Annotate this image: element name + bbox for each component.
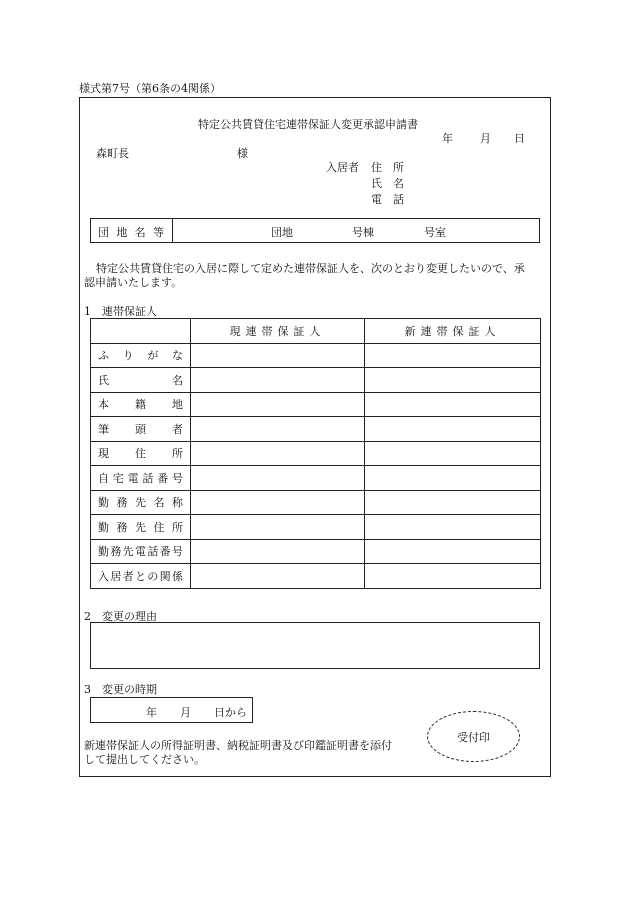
danchi-unit-room: 号室 <box>424 226 446 239</box>
row-label-work-phone: 勤 務 先 電 話 番 号 <box>91 539 191 564</box>
row-label-hittosha: 筆 頭 者 <box>91 417 191 442</box>
new-furigana-field[interactable] <box>365 343 541 368</box>
resident-phone-label: 電 話 <box>371 193 404 206</box>
table-row <box>91 392 541 417</box>
current-address-field[interactable] <box>191 441 365 466</box>
period-month-label: 月 <box>180 706 191 719</box>
date-day-label: 日 <box>514 132 525 145</box>
new-name-field[interactable] <box>365 368 541 393</box>
col-new: 新連帯保証人 <box>365 319 541 344</box>
resident-label: 入居者 <box>326 161 359 174</box>
resident-address-label: 住 所 <box>371 161 404 174</box>
table-row <box>91 466 541 491</box>
current-name-field[interactable] <box>191 368 365 393</box>
reason-field[interactable] <box>90 622 540 669</box>
col-current: 現連帯保証人 <box>191 319 365 344</box>
table-row <box>91 564 541 589</box>
new-address-field[interactable] <box>365 441 541 466</box>
period-year-label: 年 <box>146 706 157 719</box>
honorific: 様 <box>237 147 248 160</box>
request-text-line1: 特定公共賃貸住宅の入居に際して定めた連帯保証人を、次のとおり変更したいので、承 <box>96 262 525 275</box>
current-relation-field[interactable] <box>191 564 365 589</box>
stamp-label: 受付印 <box>457 731 490 744</box>
table-row <box>91 539 541 564</box>
current-work-name-field[interactable] <box>191 490 365 515</box>
new-honseki-field[interactable] <box>365 392 541 417</box>
current-hittosha-field[interactable] <box>191 417 365 442</box>
current-work-phone-field[interactable] <box>191 539 365 564</box>
resident-name-label: 氏 名 <box>371 177 404 190</box>
new-work-phone-field[interactable] <box>365 539 541 564</box>
row-label-relation: 入 居 者 と の 関 係 <box>91 564 191 589</box>
guarantor-table <box>90 318 541 589</box>
form-number: 様式第7号（第6条の4関係） <box>79 82 221 95</box>
row-label-work-address: 勤 務 先 住 所 <box>91 515 191 540</box>
danchi-unit-building: 号棟 <box>352 226 374 239</box>
row-label-furigana: ふ り が な <box>91 343 191 368</box>
row-label-address: 現 住 所 <box>91 441 191 466</box>
section2-title: 2 変更の理由 <box>84 610 157 623</box>
period-from-label: 日から <box>214 706 247 719</box>
new-relation-field[interactable] <box>365 564 541 589</box>
table-row <box>91 417 541 442</box>
new-work-name-field[interactable] <box>365 490 541 515</box>
request-text-line2: 認申請いたします。 <box>84 276 183 289</box>
table-row <box>91 343 541 368</box>
danchi-divider <box>172 218 173 243</box>
table-header-row <box>91 319 541 344</box>
note-line2: して提出してください。 <box>84 753 205 766</box>
section1-title: 1 連帯保証人 <box>84 305 157 318</box>
current-work-address-field[interactable] <box>191 515 365 540</box>
table-row <box>91 441 541 466</box>
row-label-work-name: 勤 務 先 名 称 <box>91 490 191 515</box>
table-row <box>91 490 541 515</box>
current-furigana-field[interactable] <box>191 343 365 368</box>
row-label-name: 氏 名 <box>91 368 191 393</box>
new-hittosha-field[interactable] <box>365 417 541 442</box>
danchi-unit-danchi: 団地 <box>271 226 293 239</box>
note-line1: 新連帯保証人の所得証明書、納税証明書及び印鑑証明書を添付 <box>84 739 392 752</box>
new-work-address-field[interactable] <box>365 515 541 540</box>
row-label-honseki: 本 籍 地 <box>91 392 191 417</box>
row-label-home-phone: 自 宅 電 話 番 号 <box>91 466 191 491</box>
table-row <box>91 368 541 393</box>
date-year-label: 年 <box>442 132 453 145</box>
current-home-phone-field[interactable] <box>191 466 365 491</box>
header-blank-cell <box>91 319 191 344</box>
section3-title: 3 変更の時期 <box>84 683 157 696</box>
addressee: 森町長 <box>96 147 129 160</box>
table-row <box>91 515 541 540</box>
new-home-phone-field[interactable] <box>365 466 541 491</box>
danchi-label: 団 地 名 等 <box>98 226 164 239</box>
form-title: 特定公共賃貸住宅連帯保証人変更承認申請書 <box>198 118 418 131</box>
current-honseki-field[interactable] <box>191 392 365 417</box>
date-month-label: 月 <box>480 132 491 145</box>
